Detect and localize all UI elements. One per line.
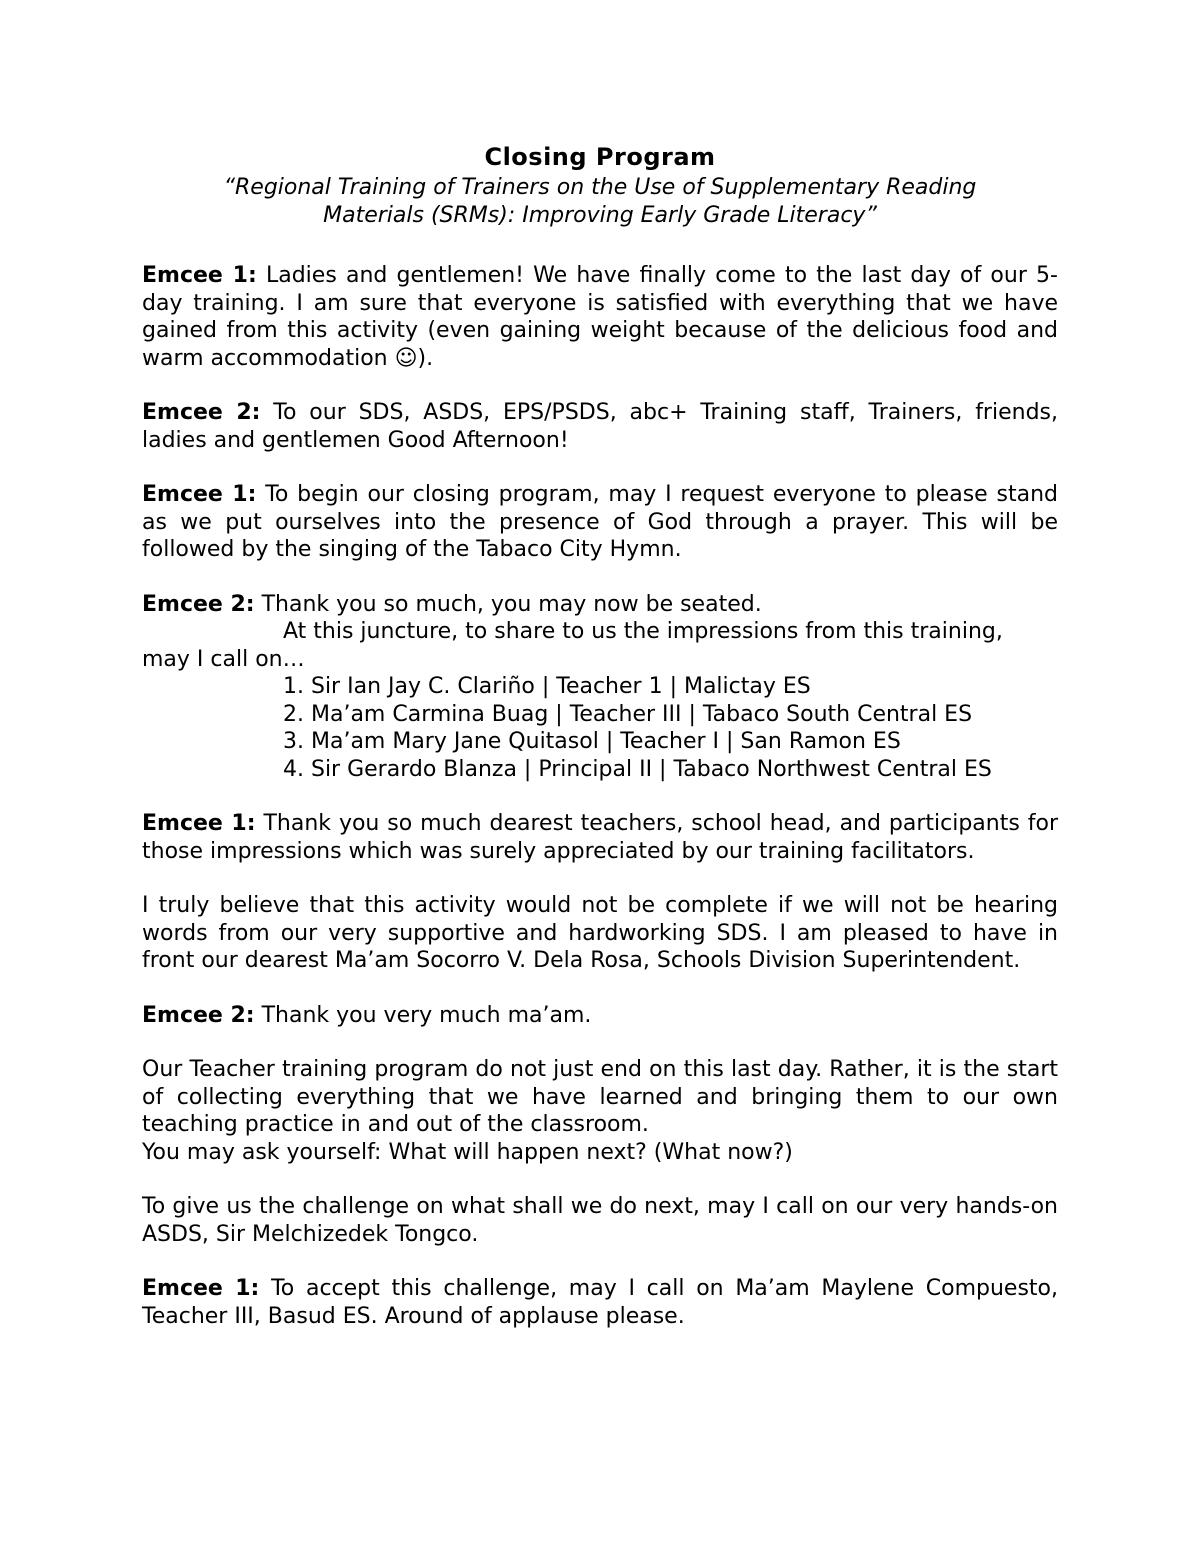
next-steps-paragraph: Our Teacher training program do not just end on this last day. Rather, it is the start of collecting everything that we have learned and bringing them to our own teaching practice in and out of the classroom. <box>142 1057 1058 1137</box>
emcee2-seated-line <box>142 591 1058 619</box>
impressions-list <box>142 673 1058 783</box>
speaker-label: Emcee 1: <box>142 1276 260 1301</box>
next-steps-question: You may ask yourself: What will happen next? (What now?) <box>142 1139 793 1165</box>
paragraph-text: Thank you so much dearest teachers, school head, and participants for those impressions which was surely appreciated by our training facilitators. <box>142 811 1058 864</box>
paragraph-text: Ladies and gentlemen! We have finally come to the last day of our 5-day training. I am sure that everyone is satisfied with everything that we have gained from this activity (even gaining weight because of the delicious food and warm accommodation ☺). <box>142 263 1058 371</box>
emcee2-greeting-paragraph <box>142 399 1058 454</box>
juncture-line-2: may I call on… <box>142 646 305 672</box>
paragraph-text: To begin our closing program, may I request everyone to please stand as we put ourselves into the presence of God through a prayer. This will be followed by the singing of the Tabaco City Hymn. <box>142 482 1058 562</box>
emcee1-accept-paragraph <box>142 1275 1058 1330</box>
emcee1-thanks-paragraph <box>142 810 1058 865</box>
document-page <box>142 140 1058 1330</box>
speaker-label: Emcee 2: <box>142 1002 255 1028</box>
emcee2-impressions-section <box>142 591 1058 784</box>
list-item: 1. Sir Ian Jay C. Clariño | Teacher 1 | Malictay ES <box>283 674 811 699</box>
speaker-label: Emcee 1: <box>142 263 257 288</box>
paragraph-text: To accept this challenge, may I call on Ma’am Maylene Compuesto, Teacher III, Basud ES. Around of applause please. <box>142 1276 1058 1329</box>
emcee1-prayer-paragraph <box>142 481 1058 564</box>
document-title: Closing Program <box>484 143 716 171</box>
list-item: 4. Sir Gerardo Blanza | Principal II | Tabaco Northwest Central ES <box>283 756 992 782</box>
speaker-label: Emcee 1: <box>142 482 257 507</box>
speaker-label: Emcee 2: <box>142 591 255 617</box>
paragraph-text: Thank you very much ma’am. <box>254 1002 592 1028</box>
emcee2-thanks-paragraph <box>142 1002 1058 1030</box>
speaker-label: Emcee 2: <box>142 400 261 425</box>
sds-introduction-paragraph: I truly believe that this activity would not be complete if we will not be hearing words from our very supportive and hardworking SDS. I am pleased to have in front our dearest Ma’am Socorro V. Dela Rosa, Schools Division Superintendent. <box>142 893 1058 973</box>
document-subtitle-line-1: “Regional Training of Trainers on the Use of Supplementary Reading <box>223 175 977 200</box>
list-item: 2. Ma’am Carmina Buag | Teacher III | Tabaco South Central ES <box>283 701 973 727</box>
paragraph-text: To our SDS, ASDS, EPS/PSDS, abc+ Training staff, Trainers, friends, ladies and gentlemen Good Afternoon! <box>142 400 1058 453</box>
paragraph-text: Thank you so much, you may now be seated. <box>254 591 762 617</box>
juncture-line-1: At this juncture, to share to us the impressions from this training, <box>283 619 1003 644</box>
emcee1-opening-paragraph <box>142 262 1058 372</box>
asds-challenge-paragraph: To give us the challenge on what shall we do next, may I call on our very hands-on ASDS, Sir Melchizedek Tongco. <box>142 1194 1058 1247</box>
document-subtitle-line-2: Materials (SRMs): Improving Early Grade Literacy” <box>323 202 877 228</box>
speaker-label: Emcee 1: <box>142 811 256 836</box>
list-item: 3. Ma’am Mary Jane Quitasol | Teacher I | San Ramon ES <box>283 729 901 754</box>
next-steps-section <box>142 1056 1058 1166</box>
